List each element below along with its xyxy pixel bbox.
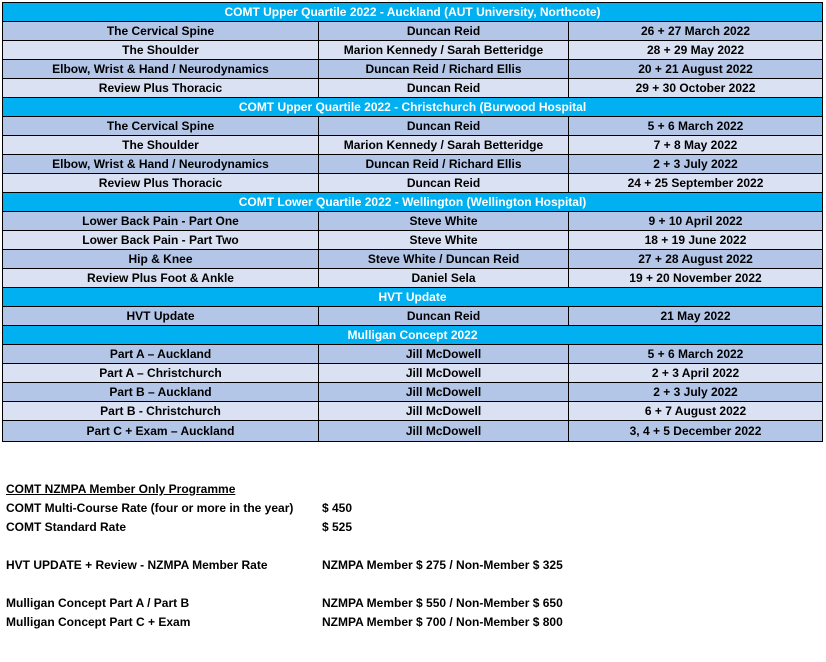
cell-course: Review Plus Foot & Ankle [3,269,319,288]
cell-presenter: Duncan Reid [319,307,569,326]
cell-course: The Shoulder [3,41,319,60]
cell-presenter: Duncan Reid [319,117,569,136]
section-header-row [3,288,823,307]
cell-course: Part B - Christchurch [3,402,319,421]
cell-date: 29 + 30 October 2022 [569,79,823,98]
cell-date: 5 + 6 March 2022 [569,117,823,136]
section-header-row [3,98,823,117]
cell-date: 27 + 28 August 2022 [569,250,823,269]
cell-date: 2 + 3 July 2022 [569,383,823,402]
cell-course: Part A – Auckland [3,345,319,364]
cell-course: Elbow, Wrist & Hand / Neurodynamics [3,155,319,174]
cell-presenter: Jill McDowell [319,345,569,364]
cell-presenter: Jill McDowell [319,402,569,421]
cell-presenter: Jill McDowell [319,364,569,383]
cell-date: 2 + 3 July 2022 [569,155,823,174]
cell-course: Lower Back Pain - Part Two [3,231,319,250]
cell-date: 9 + 10 April 2022 [569,212,823,231]
table-row [3,22,823,41]
table-row [3,402,823,421]
cell-presenter: Jill McDowell [319,421,569,442]
cell-presenter: Jill McDowell [319,383,569,402]
section-header-row [3,193,823,212]
table-row [3,231,823,250]
table-row [3,364,823,383]
cell-presenter: Steve White [319,212,569,231]
table-row [3,269,823,288]
cell-presenter: Duncan Reid / Richard Ellis [319,60,569,79]
pricing-title: COMT NZMPA Member Only Programme [6,482,236,496]
cell-presenter: Duncan Reid / Richard Ellis [319,155,569,174]
cell-course: HVT Update [3,307,319,326]
section-header: COMT Upper Quartile 2022 - Auckland (AUT University, Northcote) [3,3,823,22]
cell-course: Part B – Auckland [3,383,319,402]
pricing-value: NZMPA Member $ 275 / Non-Member $ 325 [322,558,563,572]
table-row [3,60,823,79]
pricing-label: Mulligan Concept Part C + Exam [6,615,191,629]
cell-date: 21 May 2022 [569,307,823,326]
cell-date: 26 + 27 March 2022 [569,22,823,41]
table-row [3,383,823,402]
cell-presenter: Steve White / Duncan Reid [319,250,569,269]
cell-course: Review Plus Thoracic [3,79,319,98]
cell-presenter: Marion Kennedy / Sarah Betteridge [319,136,569,155]
pricing-value: NZMPA Member $ 550 / Non-Member $ 650 [322,596,563,610]
section-header: COMT Upper Quartile 2022 - Christchurch (Burwood Hospital [3,98,823,117]
cell-course: The Shoulder [3,136,319,155]
cell-date: 3, 4 + 5 December 2022 [569,421,823,442]
cell-course: Review Plus Thoracic [3,174,319,193]
cell-date: 2 + 3 April 2022 [569,364,823,383]
cell-presenter: Duncan Reid [319,22,569,41]
cell-course: Part C + Exam – Auckland [3,421,319,442]
table-row [3,345,823,364]
table-row [3,421,823,442]
table-row [3,307,823,326]
pricing-value: $ 450 [322,501,353,515]
cell-date: 19 + 20 November 2022 [569,269,823,288]
section-header-row [3,326,823,345]
cell-course: Part A – Christchurch [3,364,319,383]
course-schedule-table [2,2,823,442]
cell-course: Elbow, Wrist & Hand / Neurodynamics [3,60,319,79]
pricing-label: Mulligan Concept Part A / Part B [6,596,190,610]
pricing-value: NZMPA Member $ 700 / Non-Member $ 800 [322,615,563,629]
cell-date: 7 + 8 May 2022 [569,136,823,155]
table-row [3,212,823,231]
cell-course: Lower Back Pain - Part One [3,212,319,231]
cell-date: 5 + 6 March 2022 [569,345,823,364]
cell-course: Hip & Knee [3,250,319,269]
pricing-label: COMT Standard Rate [6,520,127,534]
cell-date: 6 + 7 August 2022 [569,402,823,421]
pricing-label: COMT Multi-Course Rate (four or more in the year) [6,501,294,515]
table-row [3,117,823,136]
table-row [3,155,823,174]
cell-presenter: Steve White [319,231,569,250]
cell-date: 18 + 19 June 2022 [569,231,823,250]
cell-course: The Cervical Spine [3,22,319,41]
cell-presenter: Marion Kennedy / Sarah Betteridge [319,41,569,60]
pricing-label: HVT UPDATE + Review - NZMPA Member Rate [6,558,268,572]
cell-course: The Cervical Spine [3,117,319,136]
table-row [3,250,823,269]
section-header: COMT Lower Quartile 2022 - Wellington (Wellington Hospital) [3,193,823,212]
section-header: HVT Update [3,288,823,307]
section-header-row [3,3,823,22]
pricing-value: $ 525 [322,520,353,534]
table-row [3,174,823,193]
cell-presenter: Duncan Reid [319,174,569,193]
table-row [3,79,823,98]
table-row [3,41,823,60]
table-row [3,136,823,155]
cell-presenter: Daniel Sela [319,269,569,288]
section-header: Mulligan Concept 2022 [3,326,823,345]
cell-presenter: Duncan Reid [319,79,569,98]
cell-date: 28 + 29 May 2022 [569,41,823,60]
cell-date: 24 + 25 September 2022 [569,174,823,193]
cell-date: 20 + 21 August 2022 [569,60,823,79]
